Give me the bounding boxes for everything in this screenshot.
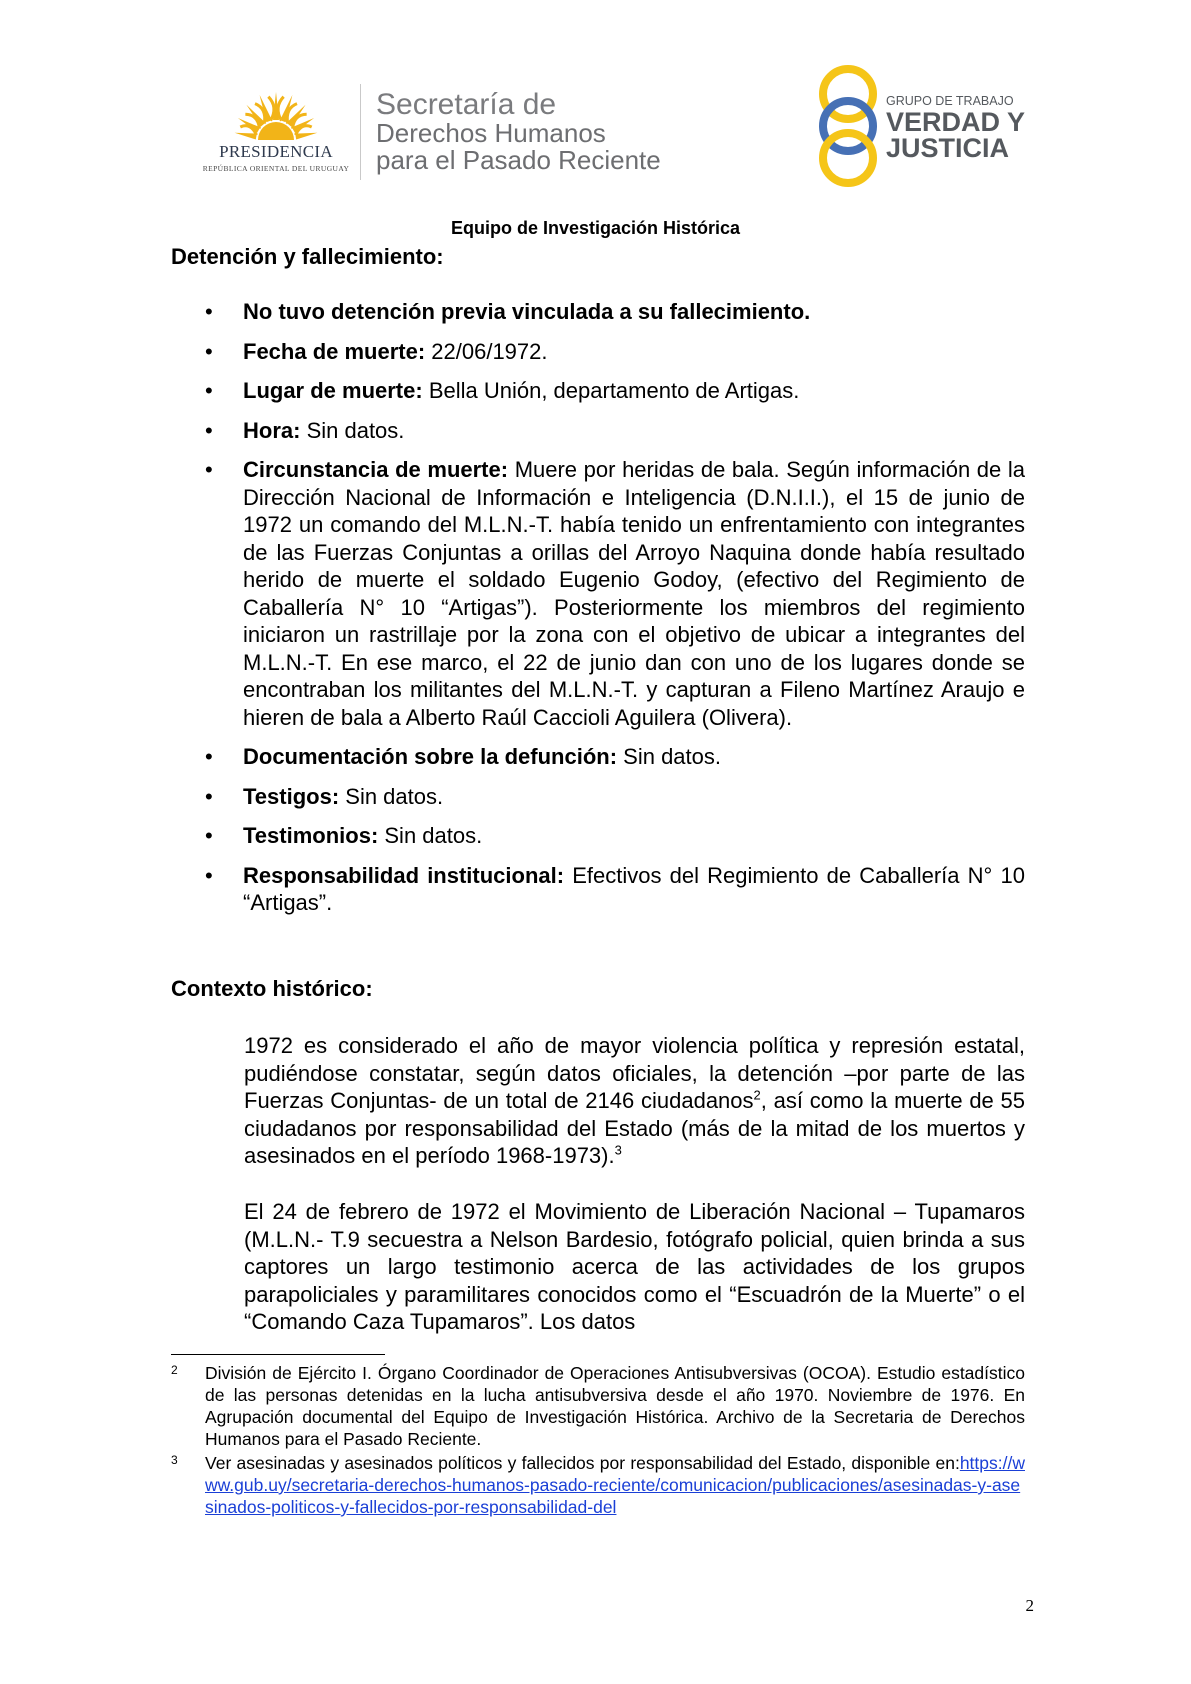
page-number: 2 [1025, 1596, 1034, 1615]
paragraph-text: 1972 es considerado el año de mayor violencia política y represión estatal, pudiéndose constatar, según datos oficiales, la detención –por parte de las Fuerzas Conjuntas- de un total de 2146 ciudadanos [244, 1033, 1025, 1113]
footnote-link[interactable]: https://www.gub.uy/secretaria-derechos-humanos-pasado-reciente/comunicacion/publicaciones/asesinadas-y-asesinados-politicos-y-fallecidos-por-responsabilidad-del [205, 1453, 1025, 1517]
contexto-title: Contexto histórico: [171, 976, 373, 1001]
footnote [171, 1362, 1025, 1450]
list-item: • Fecha de muerte: 22/06/1972. [205, 338, 548, 364]
list-item: • No tuvo detención previa vinculada a su fallecimiento. [205, 299, 811, 324]
footnote-number: 2 [171, 1363, 178, 1377]
sun-icon [196, 82, 356, 142]
item-text: Sin datos. [378, 823, 483, 848]
grupo-line3: JUSTICIA [886, 133, 1010, 163]
footnote-text: División de Ejército I. Órgano Coordinador de Operaciones Antisubversivas (OCOA). Estudio estadístico de las personas detenidas en la lucha antisubversiva desde el año 1970. Noviembre de 1976. En Agrupación documental del Equipo de Investigación Histórica. Archivo de la Secretaria de Derechos Humanos para el Pasado Reciente. [205, 1363, 1025, 1449]
item-label: No tuvo detención previa vinculada a su fallecimiento. [243, 299, 811, 324]
item-label: Responsabilidad institucional: [243, 862, 565, 888]
item-label: Circunstancia de muerte: [243, 457, 509, 482]
footnote-number: 3 [171, 1453, 178, 1467]
presidencia-name: PRESIDENCIA [219, 142, 333, 161]
secretaria-line3: para el Pasado Reciente [376, 145, 661, 175]
item-text: Efectivos del Regimiento de Caballería N° 10 “Artigas”. [243, 862, 1025, 915]
contexto-paragraph-1 [244, 1032, 1025, 1170]
footnote [171, 1452, 1025, 1518]
presidencia-logo [196, 82, 356, 182]
list-item: • Hora: Sin datos. [205, 417, 405, 443]
item-label: Fecha de muerte: [243, 338, 426, 364]
secretaria-line1: Secretaría de [376, 88, 557, 121]
presidencia-subtitle: REPÚBLICA ORIENTAL DEL URUGUAY [202, 164, 350, 173]
item-label: Documentación sobre la defunción: [243, 744, 618, 769]
list-item: • Testimonios: Sin datos. [205, 823, 483, 848]
list-item: • Documentación sobre la defunción: Sin datos. [205, 744, 721, 769]
list-item: • Testigos: Sin datos. [205, 783, 444, 809]
grupo-line1: GRUPO DE TRABAJO [886, 94, 1014, 108]
item-text: 22/06/1972. [425, 338, 548, 364]
item-label: Hora: [243, 417, 301, 443]
footnotes [171, 1362, 1025, 1520]
verdad-justicia-logo [812, 64, 1042, 188]
item-text: Sin datos. [339, 783, 444, 809]
header-divider [360, 84, 361, 180]
item-text: Muere por heridas de bala. Según información de la Dirección Nacional de Información e Inteligencia (D.N.I.I.), el 15 de junio de 1972 un comando del M.L.N.-T. había tenido un enfrentamiento con integrantes de las Fuerzas Conjuntas a orillas del Arroyo Naquina donde había resultado herido de muerte el soldado Eugenio Godoy, (efectivo del Regimiento de Caballería N° 10 “Artigas”). Posteriormente los miembros del regimiento iniciaron un rastrillaje por la zona con el objetivo de ubicar a integrantes del M.L.N.-T. En ese marco, el 22 de junio dan con uno de los lugares donde se encontraban los militantes del M.L.N.-T. y capturan a Fileno Martínez Araujo e hieren de bala a Alberto Raúl Caccioli Aguilera (Olivera). [243, 457, 1025, 730]
list-item: • Circunstancia de muerte: Muere por heridas de bala. Según información de la Dirección Nacional de Información e Inteligencia (D.N.I.I.), el 15 de junio de 1972 un comando del M.L.N.-T. había tenido un enfrentamiento con integrantes de las Fuerzas Conjuntas a orillas del Arroyo Naquina donde había resultado herido de muerte el soldado Eugenio Godoy, (efectivo del Regimiento de Caballería N° 10 “Artigas”). Posteriormente los miembros del regimiento iniciaron un rastrillaje por la zona con el objetivo de ubicar a integrantes del M.L.N.-T. En ese marco, el 22 de junio dan con uno de los lugares donde se encontraban los militantes del M.L.N.-T. y capturan a Fileno Martínez Araujo e hieren de bala a Alberto Raúl Caccioli Aguilera (Olivera). [205, 457, 1025, 730]
item-text: Sin datos. [300, 417, 405, 443]
secretaria-logo [376, 90, 661, 174]
item-label: Lugar de muerte: [243, 378, 423, 403]
equipo-heading: Equipo de Investigación Histórica [450, 218, 741, 238]
item-text: Sin datos. [617, 744, 721, 769]
list-item: • Responsabilidad institucional: Efectivos del Regimiento de Caballería N° 10 “Artigas”. [205, 862, 1025, 915]
item-text: Bella Unión, departamento de Artigas. [422, 378, 800, 403]
footnote-separator [171, 1354, 385, 1355]
detencion-list [205, 298, 1025, 929]
item-label: Testimonios: [243, 823, 379, 848]
footnote-ref[interactable]: 2 [753, 1087, 761, 1103]
footnote-ref[interactable]: 3 [614, 1142, 622, 1158]
paragraph-text: , así como la muerte de 55 ciudadanos por responsabilidad del Estado (más de la mitad de los muertos y asesinados en el período 1968-1973). [244, 1088, 1026, 1168]
footnote-text: Ver asesinadas y asesinados políticos y fallecidos por responsabilidad del Estado, disponible en: [205, 1453, 960, 1473]
list-item: • Lugar de muerte: Bella Unión, departamento de Artigas. [205, 378, 800, 403]
contexto-paragraph-2: El 24 de febrero de 1972 el Movimiento de Liberación Nacional – Tupamaros (M.L.N.- T.9 secuestra a Nelson Bardesio, fotógrafo policial, quien brinda a sus captores un largo testimonio acerca de las actividades de los grupos parapoliciales y paramilitares conocidos como el “Escuadrón de la Muerte” o el “Comando Caza Tupamaros”. Los datos [244, 1199, 1025, 1334]
item-label: Testigos: [243, 783, 340, 809]
grupo-line2: VERDAD Y [886, 107, 1026, 137]
secretaria-line2: Derechos Humanos [376, 118, 606, 148]
detencion-title: Detención y fallecimiento: [171, 244, 444, 269]
rings-icon [812, 64, 886, 188]
